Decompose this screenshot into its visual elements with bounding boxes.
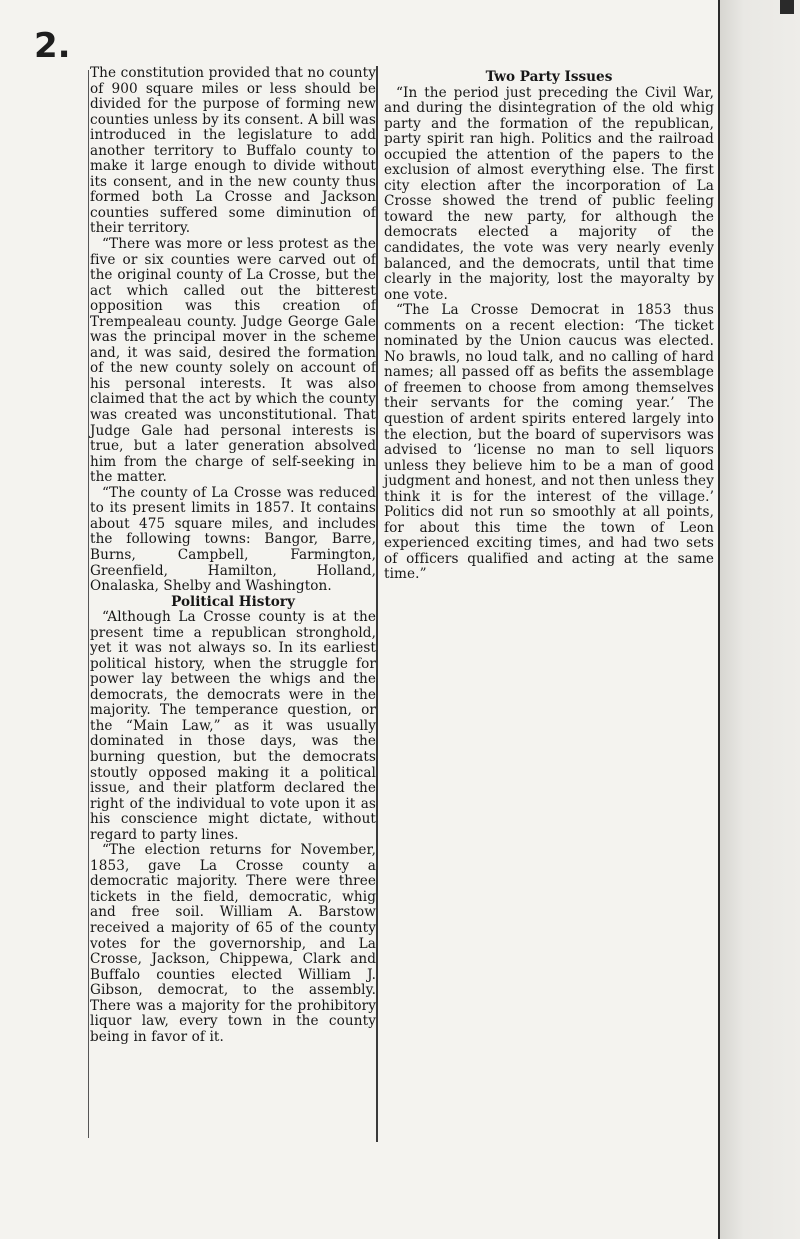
paragraph: “Although La Crosse county is at the present time a republican stronghold, yet it was not always so. In its earliest political history, when the struggle for power lay between the whigs and the democrats, the democrats were in the majority. The temperance question, or the “Main Law,” as it was usually dominated in those days, was the burning question, but the democrats stoutly opposed making it a political issue, and their platform declared the right of the individual to vote upon it as his conscience might dictate, without regard to party lines. — [90, 609, 376, 843]
paragraph: “In the period just preceding the Civil War, and during the disintegration of the old whig party and the formation of the republican, party spirit ran high. Politics and the railroad occupied the attention of the papers to the exclusion of almost everything else. The first city election after the incorporation of La Crosse showed the trend of public feeling toward the new party, for although the democrats elected a majority of the candidates, the vote was very nearly evenly balanced, and the democrats, until that time clearly in the majority, lost the mayoralty by one vote. — [384, 84, 714, 303]
corner-mark — [780, 0, 794, 14]
clipping-left-edge — [88, 70, 89, 1138]
left-column — [90, 66, 376, 1045]
paragraph: “The election returns for November, 1853, gave La Crosse county a democratic majority. There were three tickets in the field, democratic, whig and free soil. William A. Barstow received a majority of 65 of the county votes for the governorship, and La Crosse, Jackson, Chippewa, Clark and Buffalo counties elected William J. Gibson, democrat, to the assembly. There was a majority for the prohibitory liquor law, every town in the county being in favor of it. — [90, 842, 376, 1045]
column-rule — [376, 66, 378, 1142]
right-column — [384, 66, 714, 583]
paragraph: “There was more or less protest as the five or six counties were carved out of the original county of La Crosse, but the act which called out the bitterest opposition was this creation of Trempealeau county. Judge George Gale was the principal mover in the scheme and, it was said, desired the formation of the new county solely on account of his personal interests. It was also claimed that the act by which the county was created was unconstitutional. That Judge Gale had personal interests is true, but a later generation absolved him from the charge of self-seeking in the matter. — [90, 236, 376, 486]
paragraph: The constitution provided that no county of 900 square miles or less should be divided for the purpose of forming new counties unless by its consent. A bill was introduced in the legislature to add another territory to Buffalo county to make it large enough to divide without its consent, and in the new county thus formed both La Crosse and Jackson counties suffered some diminution of their territory. — [90, 65, 376, 237]
section-heading-two-party-issues: Two Party Issues — [485, 69, 613, 85]
paragraph: “The county of La Crosse was reduced to its present limits in 1857. It contains about 475 square miles, and includes the following towns: Bangor, Barre, Burns, Campbell, Farmington, Greenfield, Hamilton, Holland, Onalaska, Shelby and Washington. — [90, 484, 376, 595]
section-heading-political-history: Political History — [171, 593, 295, 610]
paragraph: “The La Crosse Democrat in 1853 thus comments on a recent election: ‘The ticket nominated by the Union caucus was elected. No brawls, no loud talk, and no calling of hard names; all passed off as befits the assemblage of freemen to choose from among themselves their servants for the coming year.’ The question of ardent spirits entered largely into the election, but the board of supervisors was advised to ‘license no man to sell liquors unless they believe him to be a man of good judgment and honest, and not then unless they think it is for the interest of the village.’ Politics did not run so smoothly at all points, for about this time the town of Leon experienced exciting times, and had two sets of officers qualified and acting at the same time.” — [384, 302, 714, 583]
page-number: 2. — [34, 26, 71, 66]
page-edge-line — [718, 0, 720, 1239]
newspaper-clipping — [88, 66, 718, 1142]
page-edge-shadow — [720, 0, 800, 1239]
